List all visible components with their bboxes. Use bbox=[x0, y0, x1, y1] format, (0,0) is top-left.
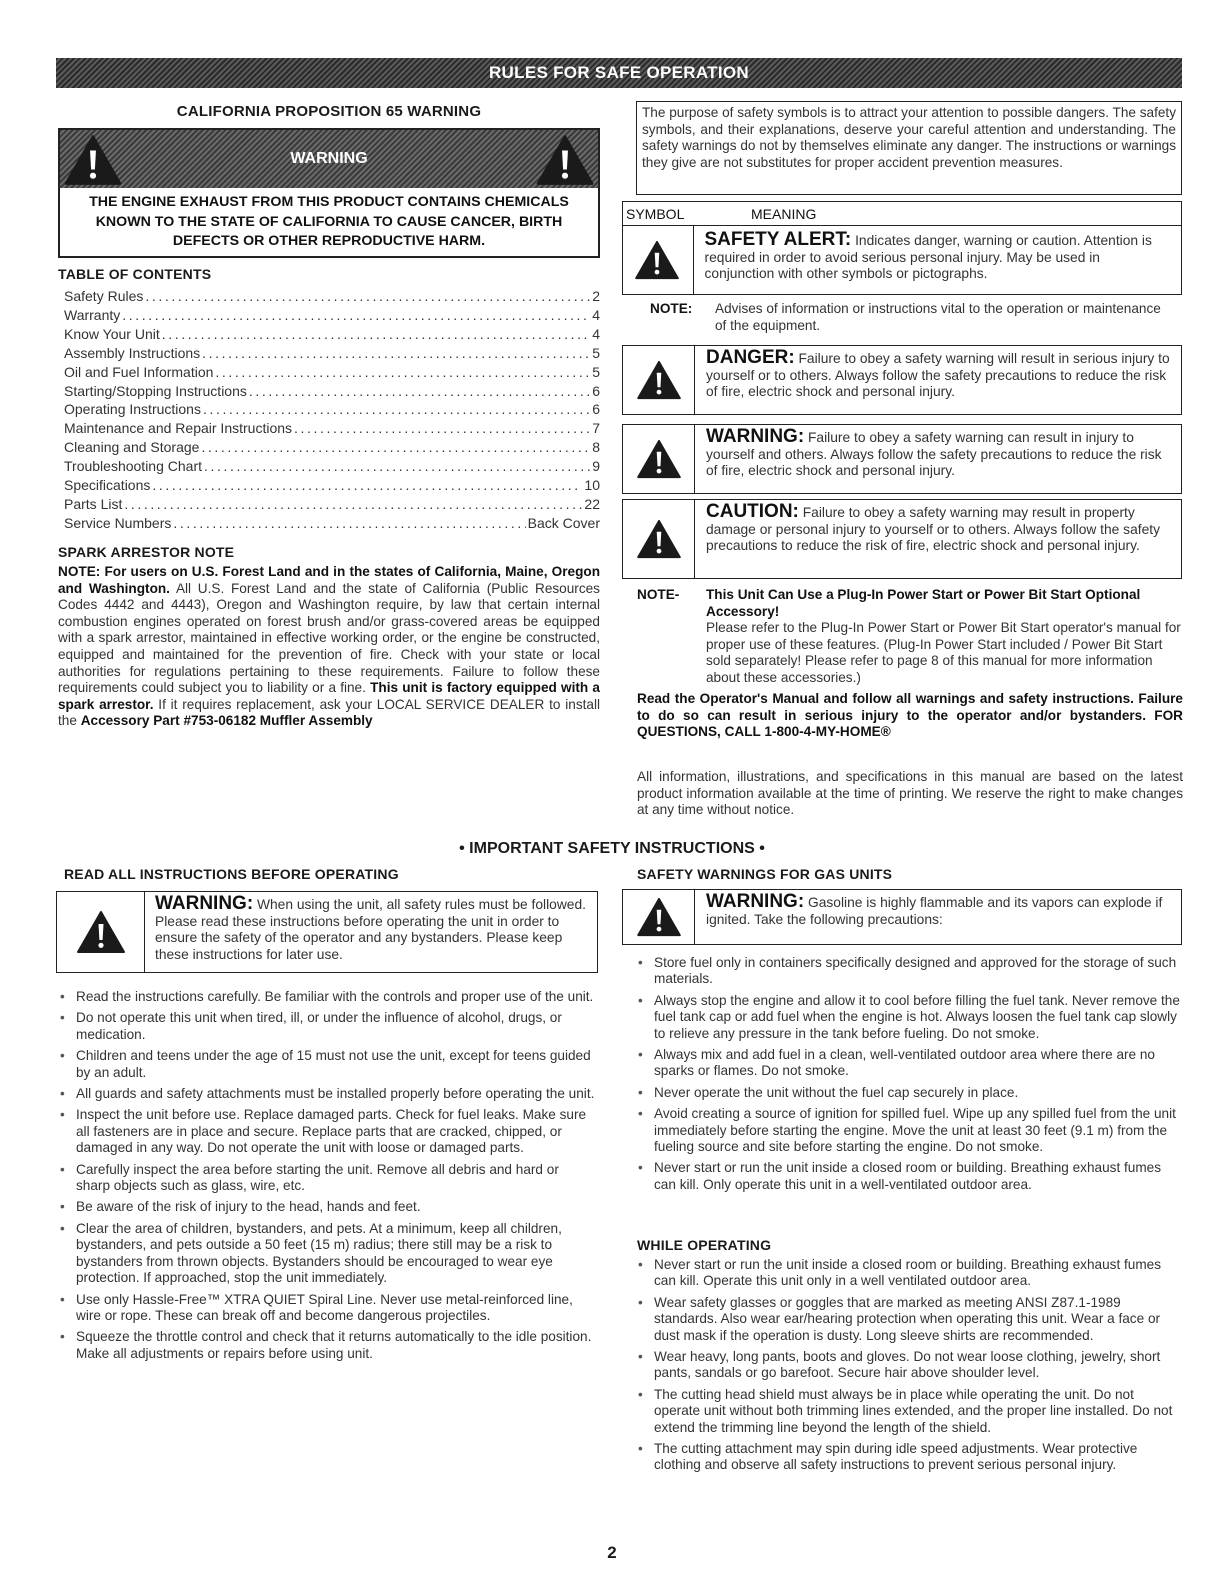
danger-symbol-cell bbox=[623, 346, 695, 414]
toc-entry-title: Cleaning and Storage bbox=[64, 439, 200, 456]
toc-entry-page: 8 bbox=[592, 439, 600, 456]
list-item: • Do not operate this unit when tired, ill, or under the influence of alcohol, drugs, or medication. bbox=[56, 1010, 596, 1043]
gas-warning-description: Gasoline is highly flammable and its vapors can explode if ignited. Take the following precautions: bbox=[706, 895, 1163, 927]
prop65-text-line: KNOWN TO THE STATE OF CALIFORNIA TO CAUSE CANCER, BIRTH bbox=[95, 213, 563, 230]
note-accessory-heading: This Unit Can Use a Plug-In Power Start or Power Bit Start Optional Accessory! bbox=[706, 587, 1141, 619]
caution-word: CAUTION: bbox=[706, 501, 799, 522]
list-item: • Always stop the engine and allow it to cool before filling the fuel tank. Never remove the fuel tank cap or add fuel when the engine is hot. Always loosen the fuel tank cap slowly to relieve any pressure in the tank before fueling. Do not smoke. bbox=[634, 993, 1180, 1042]
gas-warning-symbol-cell bbox=[623, 890, 695, 944]
spark-bold-factory: This unit is factory equipped with a spark arrestor. bbox=[58, 680, 600, 712]
read-all-warning-box bbox=[56, 891, 598, 973]
toc-entry-title: Service Numbers bbox=[64, 514, 172, 531]
symbol-meaning-table bbox=[622, 201, 1182, 295]
toc-entry-title: Parts List bbox=[64, 495, 123, 512]
prop65-warning-bar bbox=[60, 130, 598, 188]
toc-entry bbox=[64, 287, 600, 306]
toc-entry-title: Safety Rules bbox=[64, 288, 144, 304]
toc-entry-page: Back Cover bbox=[527, 514, 600, 531]
safety-symbols-purpose: The purpose of safety symbols is to attract your attention to possible dangers. The safety symbols, and their explanations, deserve your careful attention and understanding. The safety warnings do not by themselves eliminate any danger. The instructions or warnings they give are not substitutes for proper accident prevention measures. bbox=[636, 101, 1182, 195]
toc-leader-dots bbox=[152, 476, 582, 495]
spark-bold-lead: NOTE: For users on U.S. Forest Land and in the states of California, Maine, Oregon and Washington. bbox=[58, 564, 600, 596]
warning-triangle-icon bbox=[535, 134, 595, 186]
list-item: • Carefully inspect the area before starting the unit. Remove all debris and hard or sharp objects such as glass, wire, etc. bbox=[56, 1162, 596, 1195]
toc-leader-dots bbox=[249, 382, 590, 401]
safety-alert-text: Indicates danger, warning or caution. Attention is required in order to avoid serious personal injury. May be used in conjunction with other symbols or pictographs. bbox=[704, 233, 1152, 282]
toc-entry-page: 4 bbox=[592, 306, 600, 323]
toc-entry-page: 4 bbox=[592, 325, 600, 342]
toc-entry bbox=[64, 438, 600, 457]
list-item: • Always mix and add fuel in a clean, well-ventilated outdoor area where there are no sparks or flames. Do not smoke. bbox=[634, 1047, 1180, 1080]
read-all-warning-word: WARNING: bbox=[155, 893, 254, 914]
toc-entry bbox=[64, 495, 600, 514]
warning-symbol-cell bbox=[623, 425, 695, 493]
toc-entry-page: 9 bbox=[592, 458, 600, 475]
spark-arrestor-text bbox=[58, 564, 600, 730]
prop65-warning-word: WARNING bbox=[290, 150, 368, 167]
note-accessory-body bbox=[706, 587, 1183, 687]
gas-safety-title: SAFETY WARNINGS FOR GAS UNITS bbox=[637, 866, 893, 882]
caution-text bbox=[706, 501, 1173, 555]
toc-leader-dots bbox=[215, 363, 590, 382]
toc-entry bbox=[64, 514, 600, 533]
warning-triangle-icon bbox=[636, 897, 682, 937]
caution-box bbox=[622, 499, 1182, 579]
read-manual-notice: Read the Operator's Manual and follow all warnings and safety instructions. Failure to do so can result in serious injury to the operator and/or bystanders. FOR QUESTIONS, CALL 1-800-4-MY-HOME® bbox=[637, 691, 1183, 740]
toc-entry-title: Starting/Stopping Instructions bbox=[64, 382, 247, 399]
danger-triangle-icon bbox=[636, 360, 682, 400]
list-item: • The cutting attachment may spin during idle speed adjustments. Wear protective clothing and observe all safety instructions to prevent serious personal injury. bbox=[634, 1441, 1180, 1474]
important-safety-title: • IMPORTANT SAFETY INSTRUCTIONS • bbox=[459, 840, 765, 857]
safety-alert-row bbox=[622, 226, 1182, 294]
toc-leader-dots bbox=[124, 495, 582, 514]
caution-symbol-cell bbox=[623, 500, 695, 578]
list-item: • Children and teens under the age of 15 must not use the unit, except for teens guided by an adult. bbox=[56, 1048, 596, 1081]
read-all-warning-text bbox=[155, 893, 589, 963]
list-item: • The cutting head shield must always be in place while operating the unit. Do not operate unit without both trimming lines extended, and the proper line installed. Do not extend the trimming line beyond the length of the shield. bbox=[634, 1387, 1180, 1436]
list-item: • Use only Hassle-Free™ XTRA QUIET Spiral Line. Never use metal-reinforced line, wire or rope. These can break off and become dangerous projectiles. bbox=[56, 1292, 596, 1325]
toc-leader-dots bbox=[173, 514, 525, 533]
warning-text bbox=[706, 426, 1173, 480]
gas-warning-word: WARNING: bbox=[706, 891, 805, 912]
symbol-table-header bbox=[623, 202, 1181, 226]
toc-leader-dots bbox=[294, 419, 590, 438]
list-item: • Never start or run the unit inside a closed room or building. Breathing exhaust fumes can kill. Operate this unit only in a well ventilated outdoor area. bbox=[634, 1257, 1180, 1290]
list-item: • Wear safety glasses or goggles that are marked as meeting ANSI Z87.1-1989 standards. Also wear ear/hearing protection when operating this unit. Wear a face or dust mask if the operation is dusty. Long sleeve shirts are recommended. bbox=[634, 1295, 1180, 1344]
prop65-warning-box bbox=[58, 128, 600, 258]
toc-entry bbox=[64, 400, 600, 419]
toc-entry-page: 5 bbox=[592, 344, 600, 361]
list-item: • Never operate the unit without the fuel cap securely in place. bbox=[634, 1085, 1180, 1101]
toc-entry-page: 6 bbox=[592, 401, 600, 418]
toc-entry bbox=[64, 306, 600, 325]
gas-safety-list bbox=[634, 955, 1180, 1198]
spark-text-part: If it requires replacement, ask your LOCAL SERVICE DEALER to install the bbox=[58, 696, 600, 729]
list-item: • Never start or run the unit inside a closed room or building. Breathing exhaust fumes can kill. Only operate this unit in a well-ventilated outdoor area. bbox=[634, 1160, 1180, 1193]
toc-leader-dots bbox=[204, 457, 590, 476]
warning-triangle-icon bbox=[63, 134, 123, 186]
spark-accessory-part: Accessory Part #753-06182 Muffler Assembly bbox=[80, 713, 373, 729]
toc-entry-page: 6 bbox=[592, 382, 600, 399]
toc-entry bbox=[64, 325, 600, 344]
toc-entry-title: Troubleshooting Chart bbox=[64, 458, 203, 475]
toc-entry bbox=[64, 344, 600, 363]
toc-entry-page: 10 bbox=[584, 477, 600, 494]
toc-leader-dots bbox=[122, 306, 590, 325]
page-banner: RULES FOR SAFE OPERATION bbox=[56, 58, 1182, 88]
warning-triangle-icon bbox=[76, 910, 126, 954]
danger-text bbox=[706, 347, 1173, 401]
safety-alert-word: SAFETY ALERT: bbox=[704, 229, 852, 250]
list-item: • Squeeze the throttle control and check that it returns automatically to the idle position. Make all adjustments or repairs before using unit. bbox=[56, 1329, 596, 1362]
general-safety-list bbox=[56, 989, 596, 1367]
read-all-warning-symbol-cell bbox=[57, 892, 145, 972]
toc-entry-title: Specifications bbox=[64, 477, 151, 494]
list-item: • Avoid creating a source of ignition for spilled fuel. Wipe up any spilled fuel from the unit immediately before starting the engine. Move the unit at least 30 feet (9.1 m) from the fueling source and site before starting the engine. Do not smoke. bbox=[634, 1106, 1180, 1155]
read-all-warning-description: When using the unit, all safety rules must be followed. Please read these instructions before operating the unit in order to ensure the safety of the operator and any bystanders. Please keep these instructions for later use. bbox=[155, 897, 586, 962]
toc-entry bbox=[64, 363, 600, 382]
prop65-text-line: THE ENGINE EXHAUST FROM THIS PRODUCT CONTAINS CHEMICALS bbox=[89, 194, 569, 210]
while-operating-title: WHILE OPERATING bbox=[637, 1237, 772, 1253]
safety-alert-icon bbox=[634, 240, 680, 280]
note-accessory-text: Please refer to the Plug-In Power Start or Power Bit Start operator's manual for proper use of these features. (Plug-In Power Start included / Power Bit Start sold separately! Please refer to page 8 of this manual for more information about these accessories.) bbox=[706, 620, 1181, 685]
gas-warning-text bbox=[706, 891, 1173, 928]
prop65-title: CALIFORNIA PROPOSITION 65 WARNING bbox=[176, 103, 482, 120]
toc-entry-title: Warranty bbox=[64, 306, 121, 323]
toc-leader-dots bbox=[145, 287, 590, 306]
page-number: 2 bbox=[607, 1543, 617, 1562]
caution-triangle-icon bbox=[636, 519, 682, 559]
warning-description: Failure to obey a safety warning can result in injury to yourself and others. Always follow the safety precautions to reduce the risk of fire, electric shock and personal injury. bbox=[706, 430, 1162, 479]
toc-entry-title: Operating Instructions bbox=[64, 401, 201, 418]
list-item: • Wear heavy, long pants, boots and gloves. Do not wear loose clothing, jewelry, short pants, sandals or go barefoot. Secure hair above shoulder level. bbox=[634, 1349, 1180, 1382]
toc-entry-page: 7 bbox=[592, 420, 600, 437]
toc-leader-dots bbox=[203, 400, 590, 419]
col-meaning-header: MEANING bbox=[751, 206, 817, 222]
toc-title: TABLE OF CONTENTS bbox=[58, 266, 212, 282]
toc-entry-title: Oil and Fuel Information bbox=[64, 363, 214, 380]
toc-entry bbox=[64, 419, 600, 438]
warning-box bbox=[622, 424, 1182, 494]
toc-entry-page: 2 bbox=[592, 288, 600, 304]
list-item: • Inspect the unit before use. Replace damaged parts. Check for fuel leaks. Make sure all fasteners are in place and secure. Replace parts that are cracked, chipped, or damaged in any way. Do not operate the unit with loose or damaged parts. bbox=[56, 1107, 596, 1156]
danger-box bbox=[622, 345, 1182, 415]
toc-entry-title: Maintenance and Repair Instructions bbox=[64, 420, 293, 437]
toc-entry bbox=[64, 382, 600, 401]
toc-entry-page: 22 bbox=[584, 495, 600, 512]
caution-description: Failure to obey a safety warning may result in property damage or personal injury to yourself or to others. Always follow the safety precautions to reduce the risk of fire, electric shock and personal injury. bbox=[706, 505, 1160, 554]
prop65-text-line: DEFECTS OR OTHER REPRODUCTIVE HARM. bbox=[172, 233, 486, 249]
table-of-contents bbox=[64, 287, 600, 533]
read-all-instructions-title: READ ALL INSTRUCTIONS BEFORE OPERATING bbox=[64, 866, 399, 882]
toc-entry-title: Assembly Instructions bbox=[64, 344, 201, 361]
toc-leader-dots bbox=[202, 344, 590, 363]
note-accessory-label: NOTE- bbox=[637, 587, 680, 602]
toc-leader-dots bbox=[162, 325, 590, 344]
safety-alert-symbol-cell bbox=[622, 226, 694, 294]
toc-leader-dots bbox=[201, 438, 590, 457]
toc-entry-title: Know Your Unit bbox=[64, 325, 160, 342]
gas-warning-box bbox=[622, 889, 1182, 945]
safety-alert-meaning bbox=[704, 229, 1174, 283]
while-operating-list bbox=[634, 1257, 1180, 1479]
col-symbol-header: SYMBOL bbox=[626, 206, 685, 222]
toc-entry bbox=[64, 457, 600, 476]
toc-entry bbox=[64, 476, 600, 495]
warning-word: WARNING: bbox=[706, 426, 805, 447]
note-text: Advises of information or instructions vital to the operation or maintenance of the equipment. bbox=[715, 301, 1161, 333]
note-label: NOTE: bbox=[650, 301, 693, 316]
prop65-warning-text bbox=[60, 193, 598, 252]
toc-entry-page: 5 bbox=[592, 363, 600, 380]
spark-text-part: All U.S. Forest Land and the state of California (Public Resources Codes 4442 and 4443), Oregon and Washington require, by law that certain internal combustion engines operated on forest brush and/or grass-covered areas be equipped with a spark arrestor, maintained in effective working order, or the engine be constructed, equipped and maintained for the prevention of fire. Check with your state or local authorities for regulations pertaining to these requirements. Failure to follow these requirements could subject you to liability or a fine. bbox=[58, 580, 600, 696]
warning-triangle-icon bbox=[636, 439, 682, 479]
danger-description: Failure to obey a safety warning will result in serious injury to yourself or to others. Always follow the safety precautions to reduce the risk of fire, electric shock and personal injury. bbox=[706, 351, 1170, 400]
spark-arrestor-title: SPARK ARRESTOR NOTE bbox=[58, 544, 235, 560]
list-item: • Clear the area of children, bystanders, and pets. At a minimum, keep all children, bystanders, and pets outside a 50 feet (15 m) radius; there still may be a risk to bystanders from thrown objects. Bystanders should be encouraged to wear eye protection. If approached, stop the unit immediately. bbox=[56, 1221, 596, 1287]
list-item: • Store fuel only in containers specifically designed and approved for the storage of such materials. bbox=[634, 955, 1180, 988]
list-item: • All guards and safety attachments must be installed properly before operating the unit. bbox=[56, 1086, 596, 1102]
danger-word: DANGER: bbox=[706, 347, 795, 368]
list-item: • Be aware of the risk of injury to the head, hands and feet. bbox=[56, 1199, 596, 1215]
list-item: • Read the instructions carefully. Be familiar with the controls and proper use of the unit. bbox=[56, 989, 596, 1005]
specification-disclaimer: All information, illustrations, and specifications in this manual are based on the latest product information available at the time of printing. We reserve the right to make changes at any time without notice. bbox=[637, 769, 1183, 818]
